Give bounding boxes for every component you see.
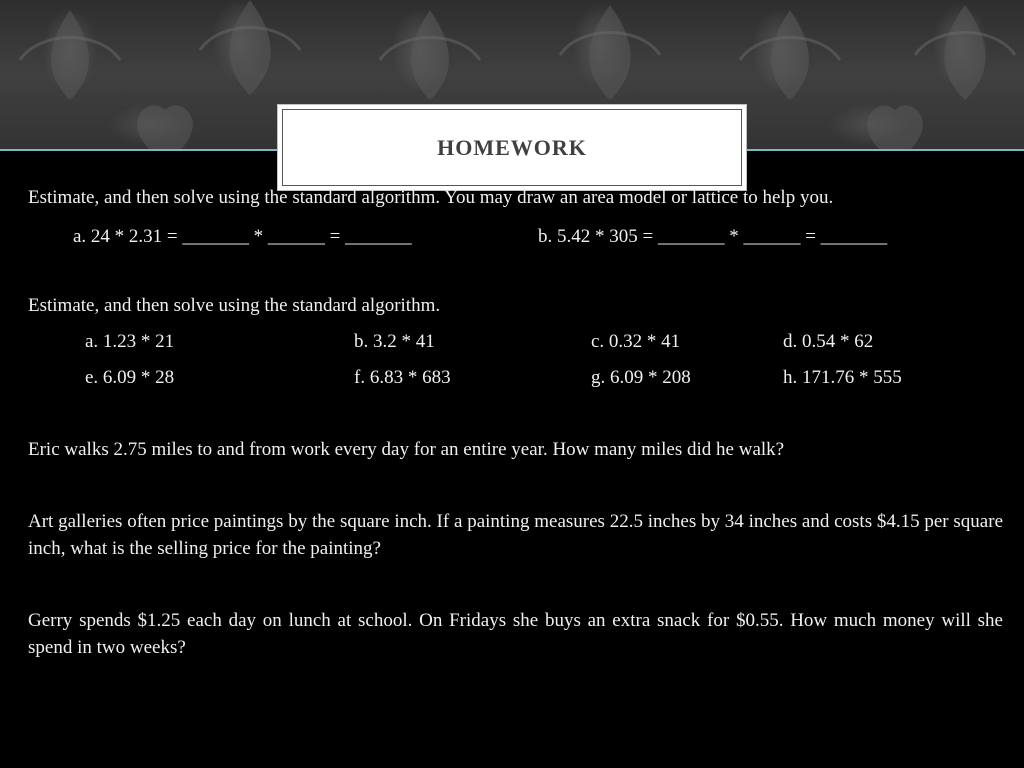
word-problem-art-galleries: Art galleries often price paintings by the square inch. If a painting measures 22.5 inches by 34 inches and costs $4.15 per square inch, what is the selling price for the painting? [28,511,1003,559]
problem-item: e. 6.09 * 28 [85,367,175,388]
section1-problem-a: a. 24 * 2.31 = _______ * ______ = _______ [73,226,412,247]
problem-item: a. 1.23 * 21 [85,331,175,352]
problem-item: d. 0.54 * 62 [783,331,874,352]
section1-instruction: Estimate, and then solve using the standard algorithm. You may draw an area model or lattice to help you. [28,187,834,208]
problem-item: c. 0.32 * 41 [591,331,681,352]
problem-item: b. 3.2 * 41 [354,331,435,352]
problem-item: f. 6.83 * 683 [354,367,451,388]
word-problem-eric: Eric walks 2.75 miles to and from work every day for an entire year. How many miles did he walk? [28,439,785,460]
section2-instruction: Estimate, and then solve using the standard algorithm. [28,295,441,316]
slide-title: HOMEWORK [437,134,587,160]
problem-item: h. 171.76 * 555 [783,367,902,388]
problem-item: g. 6.09 * 208 [591,367,691,388]
section1-problem-b: b. 5.42 * 305 = _______ * ______ = _______ [538,226,888,247]
word-problem-gerry: Gerry spends $1.25 each day on lunch at school. On Fridays she buys an extra snack for $0.55. How much money will she spend in two weeks? [28,610,1003,658]
title-box [277,104,747,191]
